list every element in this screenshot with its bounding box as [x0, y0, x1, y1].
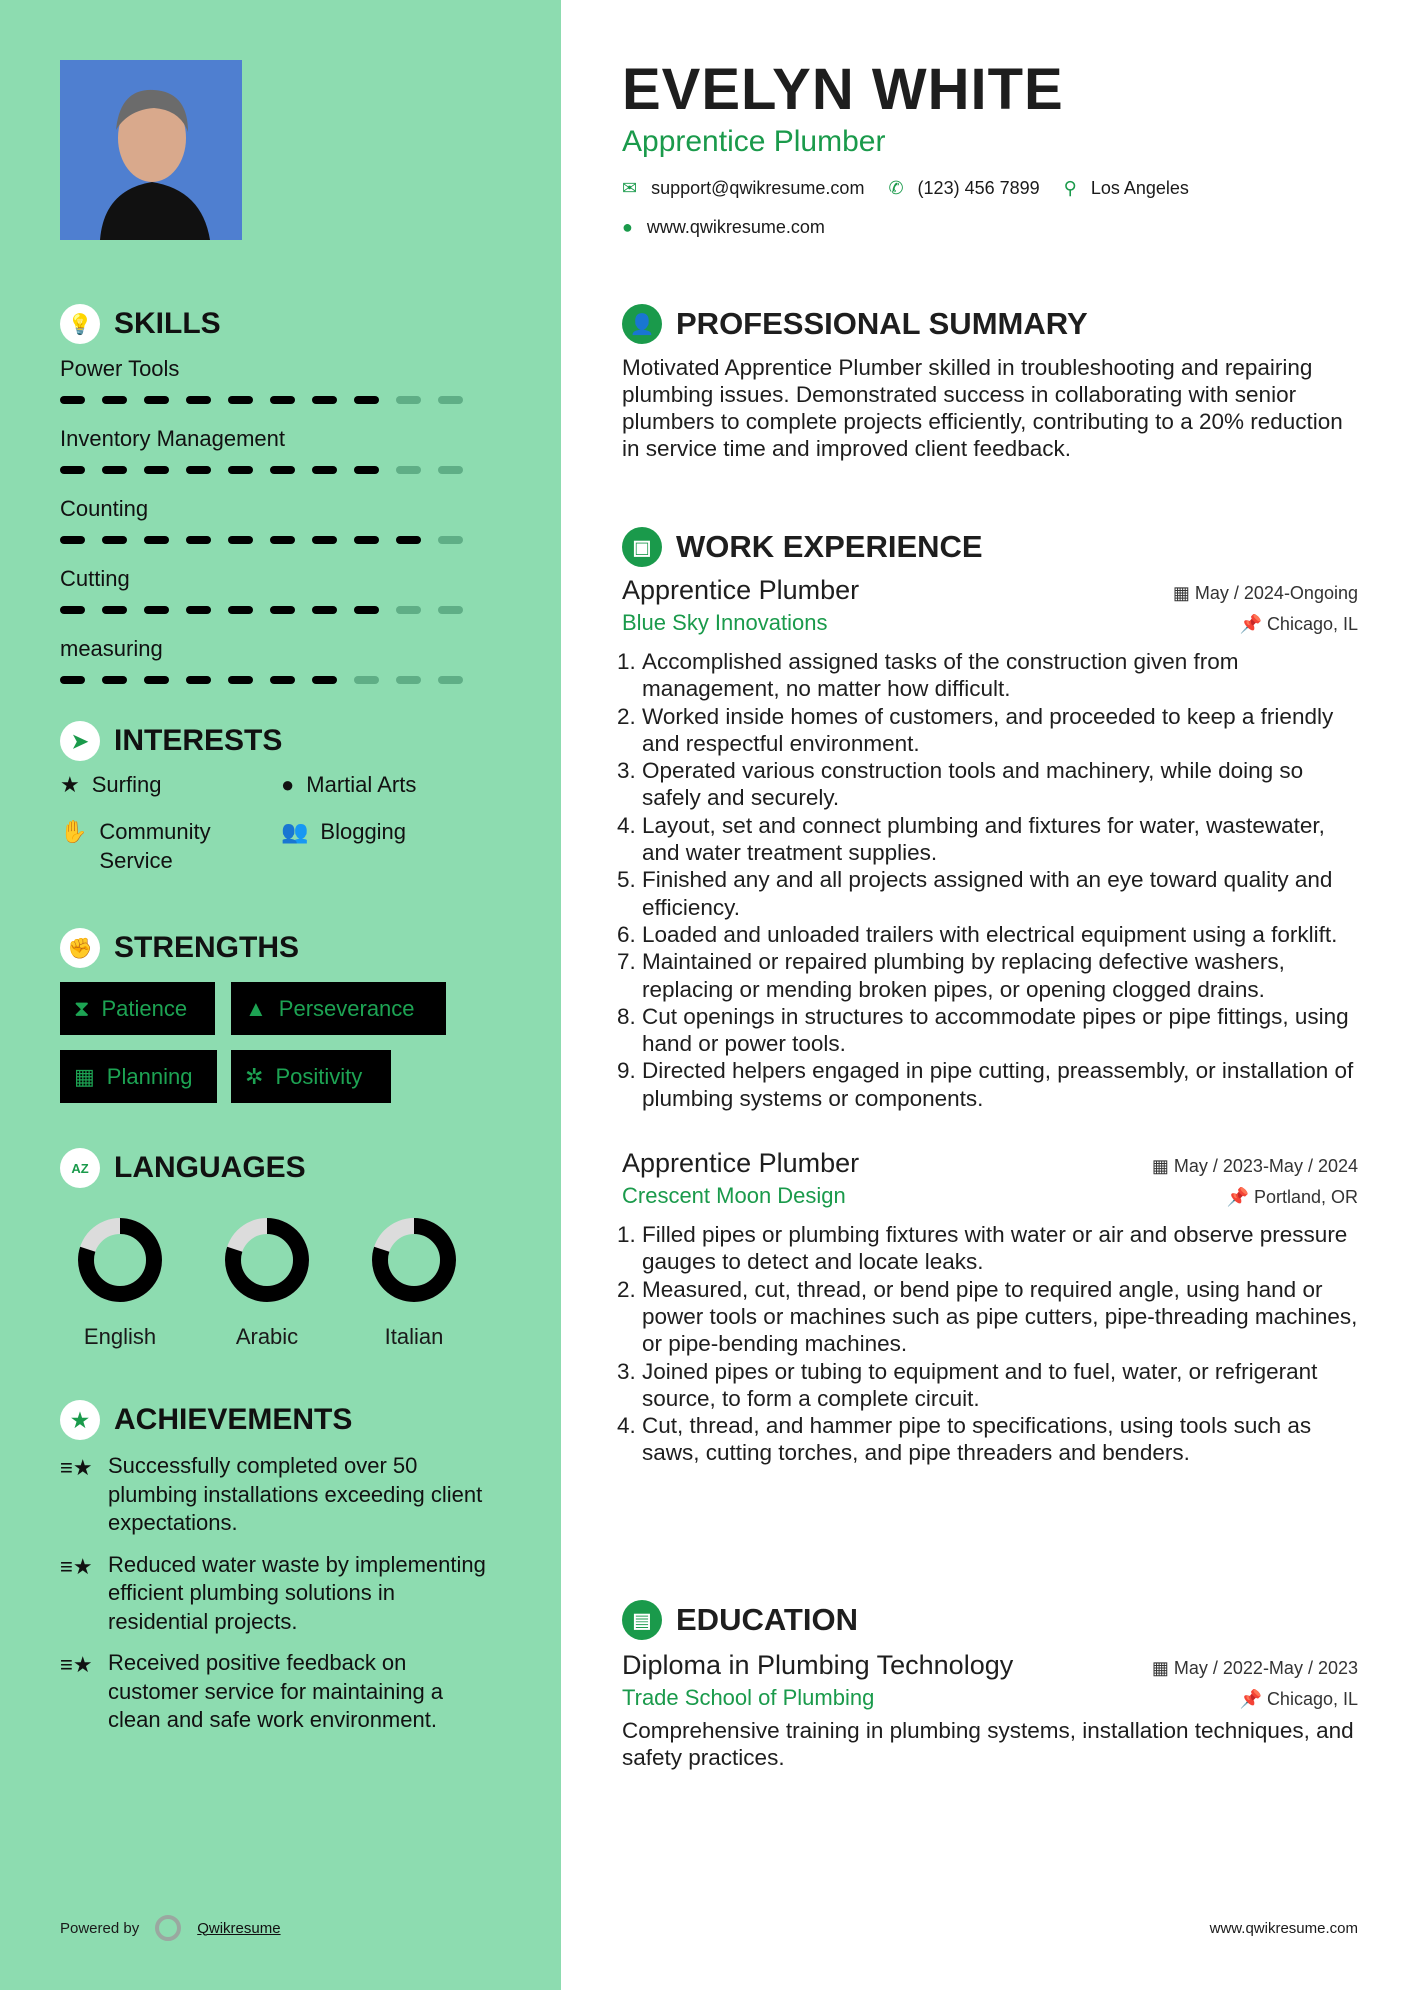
- education-text: Comprehensive training in plumbing systems, installation techniques, and safety practices.: [622, 1718, 1354, 1770]
- job-entry: Apprentice Plumber ▦ May / 2023-May / 2024 Crescent Moon Design 📌 Portland, OR 1. Filled pipes or plumbing fixtures with water or air and observe pressure gauges to detect and locate leaks. 2. Measured, cut, thread, or bend pipe to required angle, using hand or power tools or machines such as pipe cutters, pipe-threading machines, or pipe-bending machines. 3. Joined pipes or tubing to equipment and to fuel, water, or refrigerant source, to form a complete circuit. 4. Cut, thread, and hammer pipe to specifications, using tools such as saws, cutting torches, and pipe threaders and benders.: [622, 1148, 1358, 1467]
- job-bullet: 1. Filled pipes or plumbing fixtures with water or air and observe pressure gauges to detect and locate leaks.: [642, 1221, 1358, 1276]
- skill-level-dash: [102, 466, 127, 474]
- skill-level-dash: [144, 676, 169, 684]
- skills-heading: 💡 SKILLS: [60, 304, 510, 344]
- skill-label: Cutting: [60, 566, 130, 591]
- lightbulb-icon: 💡: [60, 304, 100, 344]
- job-bullets: [622, 648, 1358, 1112]
- globe-icon: ●: [622, 217, 633, 237]
- skill-level-dash: [438, 536, 463, 544]
- achievement-item: ≡★ Successfully completed over 50 plumbing installations exceeding client expectations.: [60, 1452, 500, 1538]
- skill-level-dash: [60, 466, 85, 474]
- job-bullet: 7. Maintained or repaired plumbing by replacing defective washers, replacing or mending broken pipes, or opening clogged drains.: [642, 948, 1358, 1003]
- language-item: [60, 1210, 180, 1350]
- language-donut: [217, 1210, 317, 1310]
- skill-label: Counting: [60, 496, 149, 521]
- job-bullet: 5. Finished any and all projects assigned with an eye toward quality and efficiency.: [642, 866, 1358, 921]
- interest-item: ● Martial Arts: [281, 772, 417, 797]
- footer-website[interactable]: www.qwikresume.com: [1209, 1920, 1358, 1937]
- interests-heading: ➤ INTERESTS: [60, 721, 282, 761]
- skill-level-dash: [186, 396, 211, 404]
- job-bullet: 8. Cut openings in structures to accommodate pipes or pipe fittings, using hand or power tools.: [642, 1003, 1358, 1058]
- experience-section: [622, 527, 1358, 1467]
- achievements-section: [60, 1400, 500, 1748]
- office-chair-icon: ▣: [622, 527, 662, 567]
- job-bullet: 4. Layout, set and connect plumbing and fixtures for water, wastewater, and water treatment supplies.: [642, 812, 1358, 867]
- skill-label: Inventory Management: [60, 426, 286, 451]
- language-donut: [70, 1210, 170, 1310]
- certificate-icon: ▤: [622, 1600, 662, 1640]
- skill-level-dash: [228, 396, 253, 404]
- qwikresume-logo-icon: [155, 1915, 181, 1941]
- skill-level-dash: [186, 606, 211, 614]
- phone: (123) 456 7899: [917, 178, 1040, 198]
- profile-photo: [60, 60, 242, 240]
- languages-heading: AZ LANGUAGES: [60, 1148, 306, 1188]
- star-award-icon: ≡★: [60, 1455, 93, 1480]
- paper-plane-icon: ➤: [60, 721, 100, 761]
- user-icon: 👤: [622, 304, 662, 344]
- powered-by: Powered by Qwikresume: [60, 1915, 281, 1941]
- school: Trade School of Plumbing: [622, 1685, 875, 1710]
- language-item: [354, 1210, 474, 1350]
- skill-level-dash: [102, 396, 127, 404]
- hand-icon: ✋: [60, 819, 88, 844]
- job-title: Apprentice Plumber: [622, 1148, 860, 1179]
- skill-level-dash: [270, 606, 295, 614]
- job-bullet: 3. Operated various construction tools and machinery, while doing so safely and securely.: [642, 757, 1358, 812]
- skill-level-bar: [60, 536, 510, 544]
- degree: Diploma in Plumbing Technology: [622, 1650, 1014, 1680]
- skill-level-dash: [312, 606, 337, 614]
- star-icon: ★: [60, 772, 80, 797]
- job-bullet: 9. Directed helpers engaged in pipe cutting, preassembly, or installation of plumbing systems or components.: [642, 1057, 1358, 1112]
- job-bullet: 6. Loaded and unloaded trailers with electrical equipment using a forklift.: [642, 921, 1358, 948]
- skill-level-dash: [270, 676, 295, 684]
- skill-level-dash: [144, 466, 169, 474]
- job-bullets: [622, 1221, 1358, 1467]
- skill-level-dash: [354, 676, 379, 684]
- company: Crescent Moon Design: [622, 1183, 846, 1209]
- language-item: [207, 1210, 327, 1350]
- skill-level-bar: [60, 396, 510, 404]
- qwikresume-link[interactable]: Qwikresume: [197, 1919, 281, 1937]
- skill-level-dash: [396, 396, 421, 404]
- website[interactable]: www.qwikresume.com: [646, 217, 825, 237]
- job-bullet: 4. Cut, thread, and hammer pipe to specifications, using tools such as saws, cutting torches, and pipe threaders and benders.: [642, 1412, 1358, 1467]
- interest-item: ✋ Community Service: [60, 819, 211, 873]
- pushpin-icon: 📌: [1239, 1689, 1267, 1709]
- skill-level-dash: [144, 396, 169, 404]
- skill-level-dash: [102, 606, 127, 614]
- calendar-icon: ▦: [1172, 583, 1195, 603]
- road-icon: ▲: [245, 995, 267, 1021]
- job-bullet: 3. Joined pipes or tubing to equipment and to fuel, water, or refrigerant source, to form a complete circuit.: [642, 1358, 1358, 1413]
- summary-text: Motivated Apprentice Plumber skilled in troubleshooting and repairing plumbing issues. Demonstrated success in collaborating with senior plumbers to complete projects efficiently, contributing to a 20% reduction in service time and improved client feedback.: [622, 355, 1343, 461]
- skill-level-dash: [186, 536, 211, 544]
- translate-icon: AZ: [60, 1148, 100, 1188]
- skill-level-dash: [312, 396, 337, 404]
- job-bullet: 1. Accomplished assigned tasks of the construction given from management, no matter how difficult.: [642, 648, 1358, 703]
- skill-level-dash: [270, 396, 295, 404]
- strength-badge: ✲ Positivity: [231, 1050, 391, 1103]
- language-label: Arabic: [235, 1324, 299, 1349]
- achievement-item: ≡★ Received positive feedback on customer service for maintaining a clean and safe work environment.: [60, 1649, 500, 1735]
- strengths-heading: ✊ STRENGTHS: [60, 928, 299, 968]
- star-award-icon: ★: [60, 1400, 100, 1440]
- skill-level-dash: [396, 536, 421, 544]
- skill-level-dash: [354, 536, 379, 544]
- skills-section: [60, 304, 510, 706]
- interest-item: ★ Surfing: [60, 772, 162, 797]
- pushpin-icon: 📌: [1226, 1187, 1254, 1208]
- job-title: Apprentice Plumber: [622, 125, 886, 158]
- candidate-name: EVELYN WHITE: [622, 57, 1064, 122]
- globe-icon: ●: [281, 772, 295, 797]
- skill-level-dash: [60, 676, 85, 684]
- location: Los Angeles: [1090, 178, 1189, 198]
- skill-level-dash: [228, 606, 253, 614]
- skill-label: measuring: [60, 636, 163, 661]
- skill-level-dash: [102, 536, 127, 544]
- calendar-icon: ▦: [74, 1063, 95, 1089]
- skill-level-dash: [438, 606, 463, 614]
- calendar-icon: ▦: [1151, 1658, 1174, 1678]
- interest-item: 👥 Blogging: [281, 819, 407, 844]
- skill-level-dash: [60, 606, 85, 614]
- sidebar: [0, 0, 561, 1990]
- skill-level-dash: [270, 536, 295, 544]
- skill-level-dash: [228, 466, 253, 474]
- skill-level-dash: [396, 466, 421, 474]
- skill-level-dash: [354, 396, 379, 404]
- skill-label: Power Tools: [60, 356, 180, 381]
- skill-level-dash: [60, 396, 85, 404]
- skill-level-dash: [186, 466, 211, 474]
- skill-level-dash: [312, 536, 337, 544]
- skill-level-dash: [312, 676, 337, 684]
- summary-section: [622, 304, 1362, 462]
- job-entry: Apprentice Plumber ▦ May / 2024-Ongoing Blue Sky Innovations 📌 Chicago, IL 1. Accomplished assigned tasks of the construction given from management, no matter how difficult. 2. Worked inside homes of customers, and proceeded to keep a friendly and respectful environment. 3. Operated various construction tools and machinery, while doing so safely and securely. 4. Layout, set and connect plumbing and fixtures for water, wastewater, and water treatment supplies. 5. Finished any and all projects assigned with an eye toward quality and efficiency. 6. Loaded and unloaded trailers with electrical equipment using a forklift. 7. Maintained or repaired plumbing by replacing defective washers, replacing or mending broken pipes, or opening clogged drains. 8. Cut openings in structures to accommodate pipes or pipe fittings, using hand or power tools. 9. Directed helpers engaged in pipe cutting, preassembly, or installation of plumbing systems or components.: [622, 575, 1358, 1112]
- skill-level-dash: [312, 466, 337, 474]
- skill-level-bar: [60, 466, 510, 474]
- skill-level-dash: [228, 536, 253, 544]
- skill-level-bar: [60, 606, 510, 614]
- skill-level-dash: [438, 466, 463, 474]
- strength-badge: ▦ Planning: [60, 1050, 217, 1103]
- skill-level-dash: [354, 466, 379, 474]
- strength-badge: ▲ Perseverance: [231, 982, 446, 1035]
- skill-level-dash: [438, 396, 463, 404]
- education-heading: ▤ EDUCATION: [622, 1600, 1358, 1640]
- location-pin-icon: ⚲: [1063, 178, 1077, 198]
- users-icon: 👥: [281, 819, 309, 844]
- achievements-heading: ★ ACHIEVEMENTS: [60, 1400, 500, 1440]
- phone-icon: ✆: [888, 178, 904, 198]
- skill-level-dash: [438, 676, 463, 684]
- skill-level-dash: [102, 676, 127, 684]
- email[interactable]: support@qwikresume.com: [651, 178, 865, 198]
- skill-level-dash: [144, 606, 169, 614]
- achievement-item: ≡★ Reduced water waste by implementing efficient plumbing solutions in residential projects.: [60, 1551, 500, 1637]
- language-donut: [364, 1210, 464, 1310]
- skill-level-dash: [228, 676, 253, 684]
- skill-level-dash: [270, 466, 295, 474]
- hourglass-icon: ⧗: [74, 995, 90, 1021]
- skill-level-dash: [186, 676, 211, 684]
- star-award-icon: ≡★: [60, 1553, 93, 1579]
- experience-heading: ▣ WORK EXPERIENCE: [622, 527, 1358, 567]
- skill-level-dash: [396, 606, 421, 614]
- job-bullet: 2. Worked inside homes of customers, and proceeded to keep a friendly and respectful environment.: [642, 703, 1358, 758]
- skill-level-bar: [60, 676, 510, 684]
- calendar-icon: ▦: [1151, 1156, 1174, 1177]
- envelope-icon: ✉: [622, 178, 638, 198]
- skill-level-dash: [144, 536, 169, 544]
- pushpin-icon: 📌: [1239, 614, 1267, 634]
- language-label: Italian: [384, 1324, 444, 1349]
- star-award-icon: ≡★: [60, 1652, 93, 1677]
- education-section: ▤ EDUCATION Diploma in Plumbing Technology ▦ May / 2022-May / 2023 Trade School of Plumbing 📌 Chicago, IL Comprehensive training in plumbing systems, installation techniques, and safety practices.: [622, 1602, 1358, 1770]
- summary-heading: 👤 PROFESSIONAL SUMMARY: [622, 304, 1362, 344]
- company: Blue Sky Innovations: [622, 610, 828, 635]
- sun-icon: ✲: [245, 1063, 264, 1089]
- language-label: English: [83, 1324, 157, 1349]
- header: [622, 58, 1189, 238]
- job-title: Apprentice Plumber: [622, 575, 860, 605]
- job-bullet: 2. Measured, cut, thread, or bend pipe to required angle, using hand or power tools or machines such as pipe cutters, pipe-threading machines, or pipe-bending machines.: [642, 1276, 1358, 1358]
- strength-badge: ⧗ Patience: [60, 982, 215, 1035]
- skill-level-dash: [354, 606, 379, 614]
- skill-level-dash: [60, 536, 85, 544]
- fist-icon: ✊: [60, 928, 100, 968]
- skill-level-dash: [396, 676, 421, 684]
